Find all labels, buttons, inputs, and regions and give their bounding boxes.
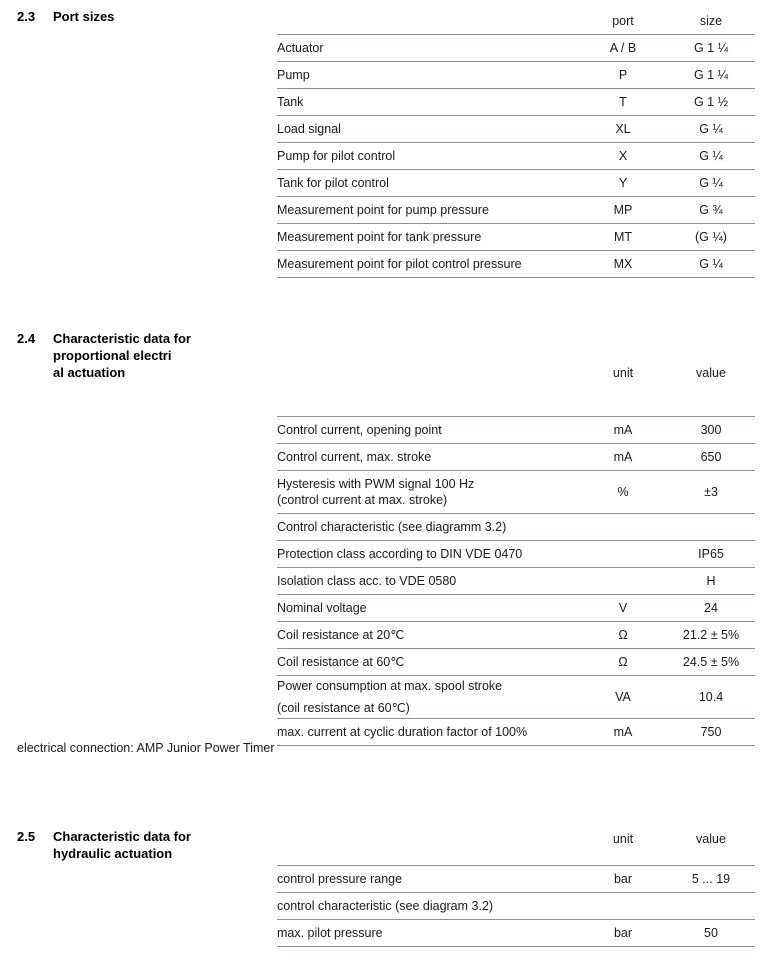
- row-unit: %: [579, 471, 667, 514]
- row-unit: [579, 893, 667, 920]
- row-value: H: [667, 568, 755, 595]
- row-desc: Actuator: [277, 35, 579, 62]
- row-value: IP65: [667, 541, 755, 568]
- row-size: G 1 ¼: [667, 62, 755, 89]
- row-port: Y: [579, 170, 667, 197]
- row-value: ±3: [667, 471, 755, 514]
- row-desc: Control characteristic (see diagramm 3.2): [277, 514, 579, 541]
- row-desc: max. current at cyclic duration factor of 100%: [277, 719, 579, 746]
- table-row: [277, 541, 755, 568]
- header-desc: [277, 828, 579, 866]
- section-number: 2.3: [17, 9, 36, 24]
- row-port: P: [579, 62, 667, 89]
- row-size: G ¼: [667, 116, 755, 143]
- section-title: [53, 330, 253, 381]
- row-unit: VA: [579, 676, 667, 719]
- table-row: [277, 89, 755, 116]
- table-row: [277, 920, 755, 947]
- row-port: MP: [579, 197, 667, 224]
- table-row: [277, 170, 755, 197]
- electrical-data-table: [277, 330, 755, 746]
- row-port: T: [579, 89, 667, 116]
- row-desc: [277, 676, 579, 719]
- row-size: G ¼: [667, 170, 755, 197]
- row-size: G ¾: [667, 197, 755, 224]
- section-number: 2.4: [17, 331, 36, 346]
- row-desc: Measurement point for pilot control pressure: [277, 251, 579, 278]
- section-heading-2-3: [17, 8, 267, 25]
- row-unit: [579, 568, 667, 595]
- header-value: value: [667, 330, 755, 417]
- section-number: 2.5: [17, 829, 36, 844]
- row-desc: Coil resistance at 60℃: [277, 649, 579, 676]
- row-desc-line1: Hysteresis with PWM signal 100 Hz: [277, 477, 475, 491]
- table-row: [277, 893, 755, 920]
- row-size: G 1 ½: [667, 89, 755, 116]
- row-size: G ¼: [667, 251, 755, 278]
- row-desc-line1: Power consumption at max. spool stroke: [277, 679, 503, 693]
- section-heading-2-5: [17, 828, 267, 862]
- row-value: [667, 893, 755, 920]
- row-port: X: [579, 143, 667, 170]
- row-desc: Load signal: [277, 116, 579, 143]
- row-size: (G ¼): [667, 224, 755, 251]
- section-title: [53, 828, 253, 862]
- row-port: MT: [579, 224, 667, 251]
- header-size: size: [667, 8, 755, 35]
- header-desc: [277, 8, 579, 35]
- section-title: Port sizes: [53, 9, 115, 24]
- row-value: 24: [667, 595, 755, 622]
- row-value: 50: [667, 920, 755, 947]
- header-port: port: [579, 8, 667, 35]
- row-value: 5 ... 19: [667, 866, 755, 893]
- row-unit: [579, 541, 667, 568]
- table-row: [277, 35, 755, 62]
- row-desc: Control current, opening point: [277, 417, 579, 444]
- table-row: [277, 143, 755, 170]
- table-row: [277, 116, 755, 143]
- row-desc: Control current, max. stroke: [277, 444, 579, 471]
- section-title-line1: Characteristic data for: [53, 331, 191, 346]
- section-title-line3: al actuation: [53, 365, 126, 380]
- row-desc: Measurement point for tank pressure: [277, 224, 579, 251]
- row-desc: Measurement point for pump pressure: [277, 197, 579, 224]
- row-desc: control pressure range: [277, 866, 579, 893]
- table-header-row: [277, 8, 755, 35]
- row-unit: Ω: [579, 649, 667, 676]
- row-desc: Nominal voltage: [277, 595, 579, 622]
- row-unit: Ω: [579, 622, 667, 649]
- header-desc: [277, 330, 579, 417]
- row-port: MX: [579, 251, 667, 278]
- table-header-row: [277, 828, 755, 866]
- row-size: G ¼: [667, 143, 755, 170]
- row-size: G 1 ¼: [667, 35, 755, 62]
- row-desc: Tank for pilot control: [277, 170, 579, 197]
- table-row: [277, 251, 755, 278]
- row-unit: mA: [579, 417, 667, 444]
- row-desc: [277, 471, 579, 514]
- header-unit: unit: [579, 330, 667, 417]
- row-unit: [579, 514, 667, 541]
- hydraulic-data-table: [277, 828, 755, 947]
- row-unit: mA: [579, 444, 667, 471]
- row-value: 650: [667, 444, 755, 471]
- row-unit: bar: [579, 920, 667, 947]
- header-unit: unit: [579, 828, 667, 866]
- table-row: [277, 444, 755, 471]
- section-title-line2: proportional electri: [53, 348, 172, 363]
- row-value: 300: [667, 417, 755, 444]
- row-value: 21.2 ± 5%: [667, 622, 755, 649]
- table-row: [277, 417, 755, 444]
- port-sizes-table: [277, 8, 755, 278]
- row-desc: Protection class according to DIN VDE 0470: [277, 541, 579, 568]
- table-row: [277, 866, 755, 893]
- table-header-row: [277, 330, 755, 417]
- row-desc-line2: (control current at max. stroke): [277, 493, 448, 507]
- row-unit: bar: [579, 866, 667, 893]
- row-value: 10.4: [667, 676, 755, 719]
- row-desc: Pump for pilot control: [277, 143, 579, 170]
- row-desc: Tank: [277, 89, 579, 116]
- table-row: [277, 622, 755, 649]
- table-row: [277, 676, 755, 719]
- table-row: [277, 224, 755, 251]
- row-value: 750: [667, 719, 755, 746]
- row-desc: Pump: [277, 62, 579, 89]
- row-desc: Coil resistance at 20℃: [277, 622, 579, 649]
- row-desc-line2: (coil resistance at 60℃): [277, 701, 410, 715]
- row-port: A / B: [579, 35, 667, 62]
- table-row: [277, 62, 755, 89]
- row-desc: max. pilot pressure: [277, 920, 579, 947]
- row-port: XL: [579, 116, 667, 143]
- table-row: [277, 568, 755, 595]
- row-desc: control characteristic (see diagram 3.2): [277, 893, 579, 920]
- row-value: [667, 514, 755, 541]
- section-title-line2: hydraulic actuation: [53, 846, 173, 861]
- section-heading-2-4: [17, 330, 267, 381]
- table-row: [277, 197, 755, 224]
- electrical-connection-note: electrical connection: AMP Junior Power Timer: [17, 741, 275, 755]
- table-row: [277, 595, 755, 622]
- table-row: [277, 514, 755, 541]
- row-unit: V: [579, 595, 667, 622]
- row-desc: Isolation class acc. to VDE 0580: [277, 568, 579, 595]
- table-row: [277, 649, 755, 676]
- table-row: [277, 719, 755, 746]
- header-value: value: [667, 828, 755, 866]
- row-unit: mA: [579, 719, 667, 746]
- section-title-line1: Characteristic data for: [53, 829, 191, 844]
- table-row: [277, 471, 755, 514]
- row-value: 24.5 ± 5%: [667, 649, 755, 676]
